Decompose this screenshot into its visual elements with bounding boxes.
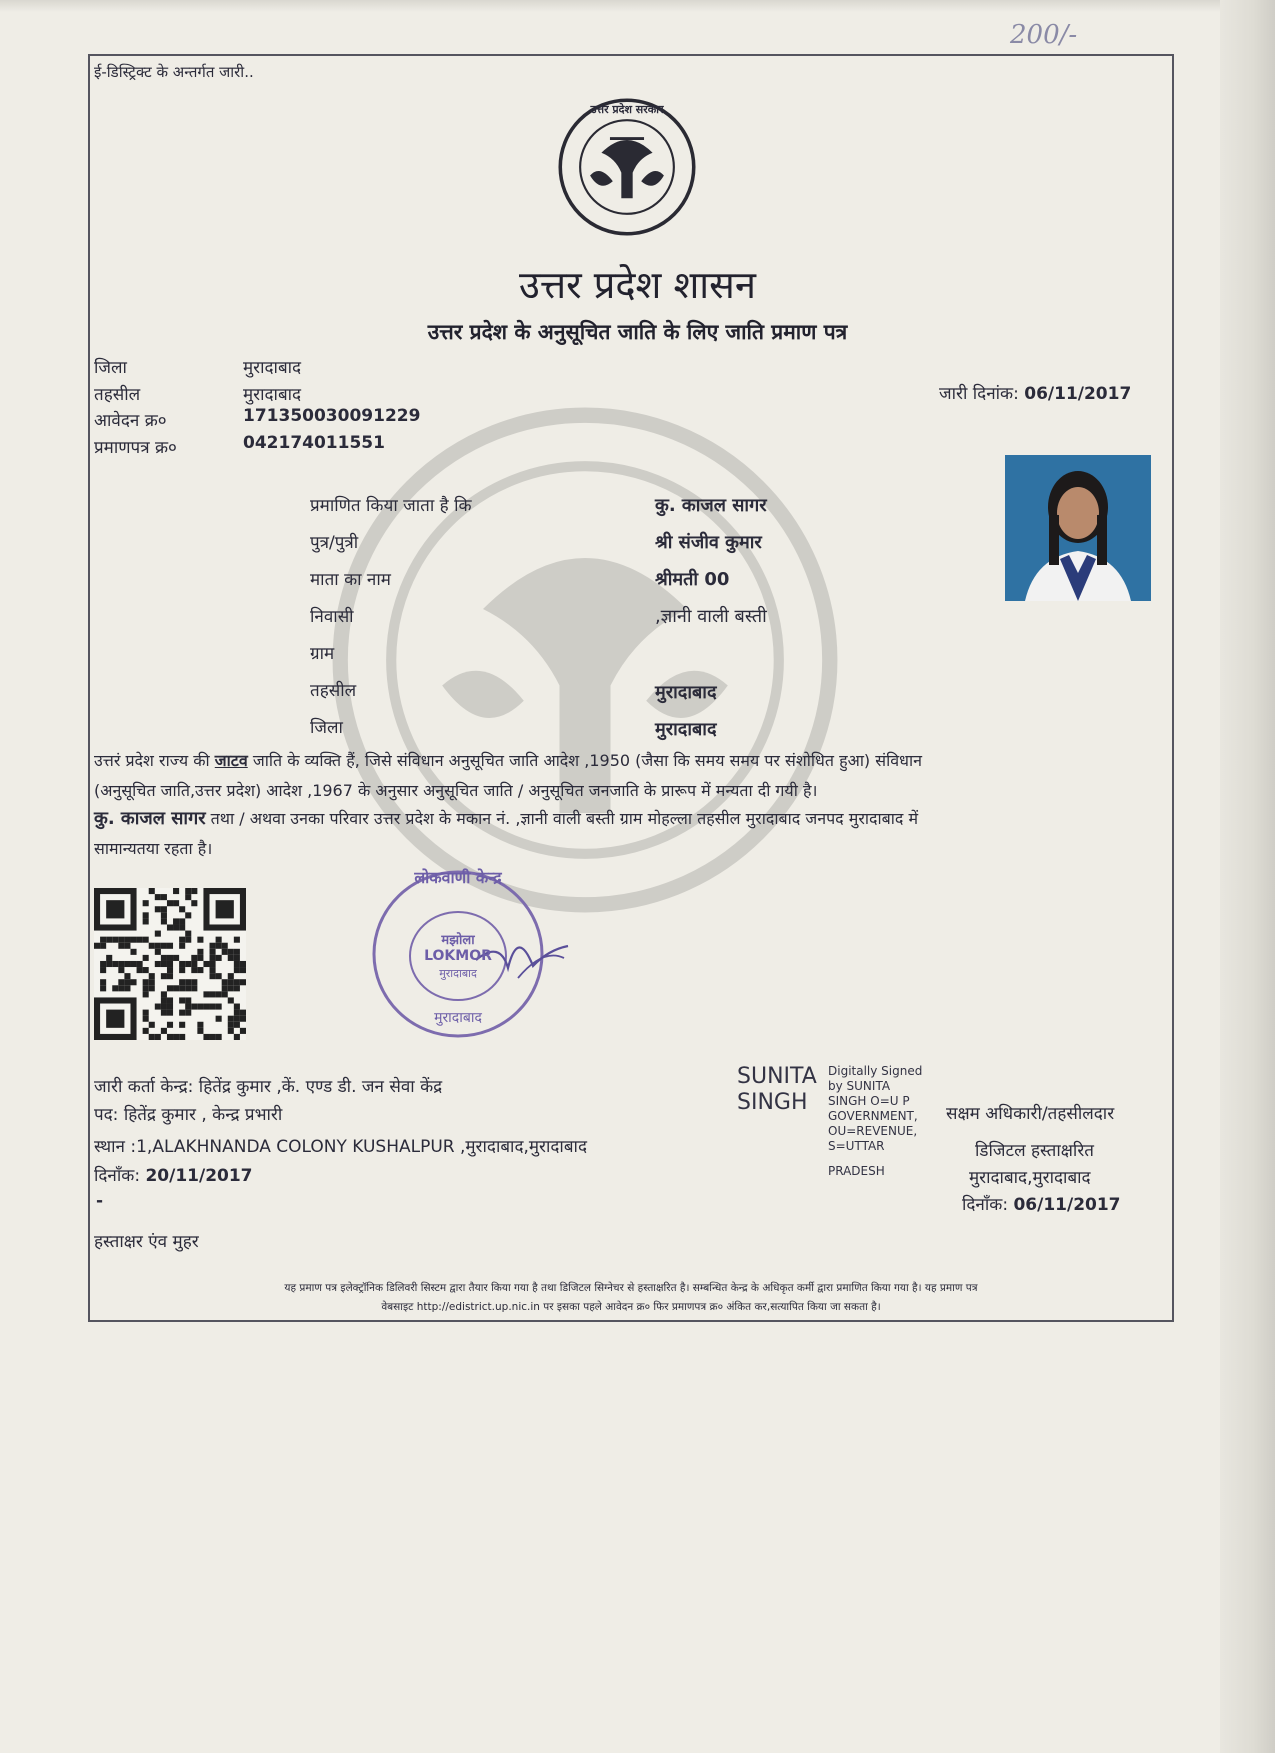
emblem-text: उत्तर प्रदेश सरकार (590, 103, 664, 116)
meta-label-tehsil: तहसील (94, 385, 141, 405)
footer-line-1: यह प्रमाण पत्र इलेक्ट्रॉनिक डिलिवरी सिस्टम द्वारा तैयार किया गया है तथा डिजिटल सिग्नेचर से हस्ताक्षरित है। सम्बन्धित केन्द्र के अधिकृत कर्मी द्वारा प्रमाणित किया गया है। यह प्रमाण पत्र (284, 1282, 978, 1294)
issue-date-value: 06/11/2017 (1024, 384, 1132, 404)
signature-line-5: OU=REVENUE, (828, 1124, 918, 1138)
caste-paragraph (94, 746, 1154, 806)
seal-sub-text: मुरादाबाद (439, 967, 477, 980)
field-label-certified: प्रमाणित किया जाता है कि (310, 496, 472, 516)
seal-brand-text: LOKMOR (424, 948, 492, 964)
signature-line-7: PRADESH (828, 1164, 885, 1178)
caste-name: जाटव (214, 751, 248, 770)
issuer-post: पद: हितेंद्र कुमार , केन्द्र प्रभारी (94, 1105, 283, 1125)
field-label-village: ग्राम (310, 644, 335, 664)
signer-first-name: SUNITA (737, 1064, 817, 1089)
document-title: उत्तर प्रदेश शासन (519, 263, 756, 307)
authority-date-value: 06/11/2017 (1013, 1195, 1121, 1215)
field-label-mother: माता का नाम (310, 570, 391, 590)
applicant-photo (1005, 455, 1151, 601)
meta-value-tehsil: मुरादाबाद (243, 385, 302, 405)
emblem-icon (556, 96, 698, 238)
signer-last-name: SINGH (737, 1090, 808, 1115)
issuer-dash: - (96, 1191, 104, 1211)
issuer-center: जारी कर्ता केन्द्र: हितेंद्र कुमार ,कें. एण्ड डी. जन सेवा केंद्र (94, 1077, 443, 1097)
signature-line-1: Digitally Signed (828, 1064, 923, 1078)
field-value-name: कु. काजल सागर (655, 495, 767, 516)
issued-under-label: ई-डिस्ट्रिक्ट के अन्तर्गत जारी.. (94, 63, 254, 81)
meta-value-certificate-no: 042174011551 (243, 433, 385, 453)
field-value-father: श्री संजीव कुमार (655, 532, 762, 553)
office-seal (368, 858, 580, 1044)
issuer-place: स्थान :1,ALAKHNANDA COLONY KUSHALPUR ,मुरादाबाद,मुरादाबाद (94, 1137, 587, 1157)
authority-title: सक्षम अधिकारी/तहसीलदार (946, 1104, 1115, 1124)
person-photo-icon (1005, 455, 1151, 601)
meta-value-district: मुरादाबाद (243, 358, 302, 378)
caste-paragraph-line1 (94, 746, 1154, 776)
residence-paragraph-line2: सामान्यतया रहता है। (94, 839, 213, 858)
residence-paragraph (94, 804, 1154, 864)
up-government-emblem (556, 96, 698, 238)
verification-qr-code (94, 888, 246, 1040)
seal-mid-text: मझोला (441, 933, 475, 948)
meta-label-application-no: आवेदन क्र० (94, 411, 167, 431)
field-value-mother: श्रीमती 00 (655, 569, 730, 590)
authority-date-label: दिनाँक: (962, 1195, 1009, 1215)
caste-paragraph-pre: उत्तरं प्रदेश राज्य की (94, 751, 210, 770)
residence-text: तथा / अथवा उनका परिवार उत्तर प्रदेश के मकान नं. ,ज्ञानी वाली बस्ती ग्राम मोहल्ला तहसील मुरादाबाद जनपद मुरादाबाद में (210, 809, 919, 828)
residence-paragraph-line1 (94, 804, 1154, 834)
issue-date-label: जारी दिनांक: (939, 384, 1019, 404)
signature-line-2: by SUNITA (828, 1079, 891, 1093)
meta-label-certificate-no: प्रमाणपत्र क्र० (94, 438, 177, 458)
issuer-date (94, 1163, 253, 1186)
signature-label: हस्ताक्षर एंव मुहर (94, 1232, 199, 1252)
field-label-resident: निवासी (310, 607, 354, 627)
seal-bottom-text: मुरादाबाद (434, 1010, 482, 1026)
meta-value-application-no: 171350030091229 (243, 406, 421, 426)
signature-details (828, 1064, 922, 1179)
handwritten-note: 200/- (1010, 20, 1078, 50)
caste-paragraph-line2: (अनुसूचित जाति,उत्तर प्रदेश) आदेश ,1967 के अनुसार अनुसूचित जाति / अनुसूचित जनजाति के प्रारूप में मन्यता दी गयी है। (94, 781, 818, 800)
authority-place: मुरादाबाद,मुरादाबाद (969, 1168, 1091, 1188)
caste-paragraph-post: जाति के व्यक्ति हैं, जिसे संविधान अनुसूचित जाति आदेश ,1950 (जैसा कि समय समय पर संशोधित हुआ) संविधान (252, 751, 922, 770)
verification-footer (96, 1279, 1166, 1317)
field-value-district: मुरादाबाद (655, 719, 717, 740)
authority-signed: डिजिटल हस्ताक्षरित (975, 1141, 1094, 1161)
signature-line-4: GOVERNMENT, (828, 1109, 918, 1123)
issue-date (939, 381, 1131, 404)
residence-name: कु. काजल सागर (94, 808, 206, 829)
signature-line-6: S=UTTAR (828, 1139, 885, 1153)
footer-line-2: वेबसाइट http://edistrict.up.nic.in पर इसका पहले आवेदन क्र० फिर प्रमाणपत्र क्र० अंकित कर,सत्यापित किया जा सकता है। (381, 1301, 881, 1313)
field-label-parent: पुत्र/पुत्री (310, 533, 359, 553)
field-value-tehsil: मुरादाबाद (655, 682, 717, 703)
field-value-resident: ,ज्ञानी वाली बस्ती (655, 606, 767, 627)
signature-line-3: SINGH O=U P (828, 1094, 910, 1108)
meta-label-district: जिला (94, 358, 127, 378)
issuer-date-value: 20/11/2017 (145, 1166, 253, 1186)
authority-date (962, 1192, 1121, 1215)
issuer-date-label: दिनाँक: (94, 1166, 141, 1186)
document-subtitle: उत्तर प्रदेश के अनुसूचित जाति के लिए जाति प्रमाण पत्र (427, 320, 848, 344)
paper-top-shadow (0, 0, 1275, 12)
field-label-district: जिला (310, 718, 343, 738)
seal-top-text: लोकवाणी केन्द्र (414, 868, 502, 887)
field-label-tehsil: तहसील (310, 681, 357, 701)
